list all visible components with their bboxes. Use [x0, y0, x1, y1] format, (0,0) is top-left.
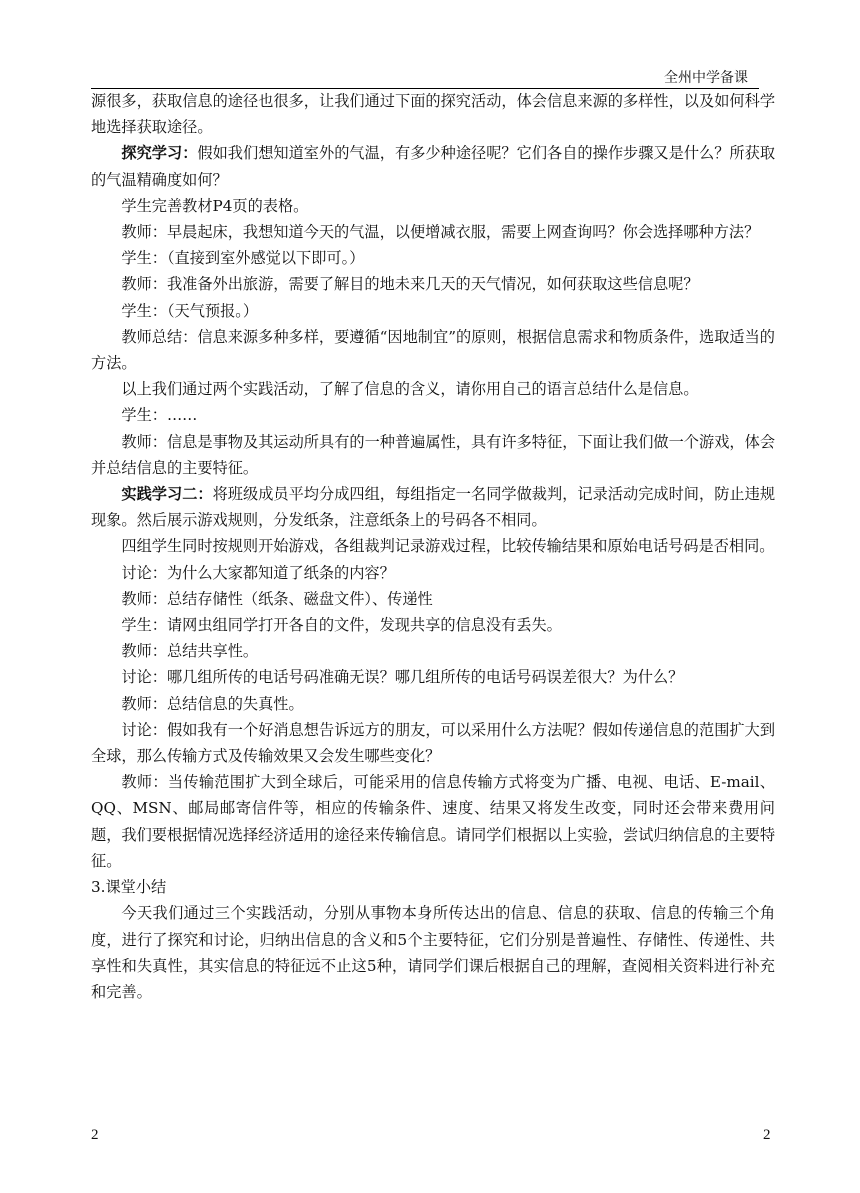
- paragraph: 教师总结：信息来源多种多样，要遵循“因地制宜”的原则，根据信息需求和物质条件，选取适当的方法。: [91, 327, 775, 373]
- paragraph: 四组学生同时按规则开始游戏，各组裁判记录游戏过程，比较传输结果和原始电话号码是否相同。: [121, 537, 775, 556]
- paragraph: 教师：当传输范围扩大到全球后，可能采用的信息传输方式将变为广播、电视、电话、E-mail、QQ、MSN、邮局邮寄信件等，相应的传输条件、速度、结果又将发生改变，同时还会带来费用问题，我们要根据情况选择经济适用的途径来传输信息。请同学们根据以上实验，尝试归纳信息的主要特征。: [91, 773, 775, 870]
- page-number-right: 2: [763, 1127, 771, 1143]
- paragraph: 讨论：为什么大家都知道了纸条的内容？: [121, 563, 395, 582]
- paragraph: 讨论：哪几组所传的电话号码准确无误？哪几组所传的电话号码误差很大？为什么？: [121, 668, 684, 687]
- paragraph: 学生：（天气预报。）: [121, 301, 259, 320]
- paragraph: 教师：信息是事物及其运动所具有的一种普遍属性，具有许多特征，下面让我们做一个游戏，体会并总结信息的主要特征。: [91, 432, 775, 477]
- paragraph: 学生：（直接到室外感觉以下即可。）: [121, 249, 365, 268]
- paragraph: 源很多，获取信息的途径也很多，让我们通过下面的探究活动，体会信息来源的多样性，以及如何科学地选择获取途径。: [91, 92, 775, 137]
- paragraph-lead: 探究学习：: [121, 144, 198, 163]
- paragraph: 今天我们通过三个实践活动，分别从事物本身所传达出的信息、信息的获取、信息的传输三个角度，进行了探究和讨论，归纳出信息的含义和5个主要特征，它们分别是普遍性、存储性、传递性、共享性和失真性，其实信息的特征远不止这5种，请同学们课后根据自己的理解，查阅相关资料进行补充和完善。: [91, 904, 775, 1001]
- paragraph: 学生完善教材P4页的表格。: [121, 196, 309, 215]
- paragraph: 以上我们通过两个实践活动，了解了信息的含义，请你用自己的语言总结什么是信息。: [121, 380, 699, 399]
- paragraph: 实践学习二：将班级成员平均分成四组，每组指定一名同学做裁判，记录活动完成时间，防止违规现象。然后展示游戏规则，分发纸条，注意纸条上的号码各不相同。: [91, 485, 775, 530]
- paragraph-lead: 实践学习二：: [121, 485, 213, 504]
- header-title: 全州中学备课: [664, 70, 748, 86]
- paragraph: 学生：请网虫组同学打开各自的文件，发现共享的信息没有丢失。: [121, 616, 562, 635]
- document-body: [91, 88, 775, 1005]
- section-heading: 3.课堂小结: [91, 878, 167, 897]
- paragraph: 探究学习：假如我们想知道室外的气温，有多少种途径呢？它们各自的操作步骤又是什么？所获取的气温精确度如何？: [91, 144, 776, 189]
- paragraph: 讨论：假如我有一个好消息想告诉远方的朋友，可以采用什么方法呢？假如传递信息的范围扩大到全球，那么传输方式及传输效果又会发生哪些变化？: [91, 720, 775, 766]
- paragraph: 教师：我准备外出旅游，需要了解目的地未来几天的天气情况，如何获取这些信息呢？: [121, 275, 699, 294]
- paragraph: 教师：总结存储性（纸条、磁盘文件）、传递性: [121, 589, 433, 608]
- paragraph: 教师：总结共享性。: [121, 642, 259, 661]
- paragraph: 学生：……: [121, 406, 198, 425]
- page-number-left: 2: [91, 1127, 99, 1143]
- paragraph: 教师：总结信息的失真性。: [121, 694, 304, 713]
- paragraph: 教师：早晨起床，我想知道今天的气温，以便增减衣服，需要上网查询吗？你会选择哪种方法？: [121, 223, 760, 242]
